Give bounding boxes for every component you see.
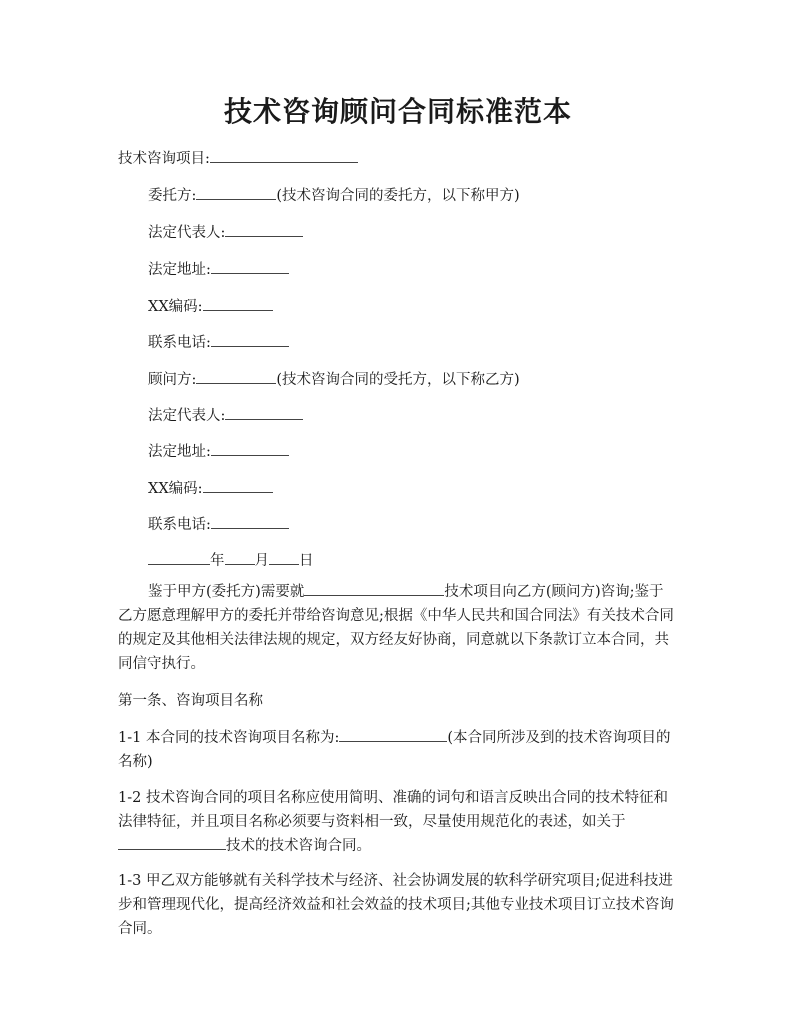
clause-1-1-before: 1-1 本合同的技术咨询项目名称为: bbox=[118, 730, 340, 746]
client-label: 委托方: bbox=[148, 188, 197, 204]
clause-1-2-before: 1-2 技术咨询合同的项目名称应使用简明、准确的词句和语言反映出合同的技术特征和法律特征，并且项目名称必须要与资料相一致，尽量使用规范化的表述，如关于 bbox=[118, 790, 668, 830]
consultant-phone-blank[interactable] bbox=[211, 514, 289, 529]
consultant-blank[interactable] bbox=[196, 369, 276, 384]
clause-1-2 bbox=[118, 786, 678, 858]
project-line bbox=[118, 148, 358, 169]
clause-1-1 bbox=[118, 726, 678, 774]
consultant-code-blank[interactable] bbox=[203, 478, 273, 493]
consultant-address-blank[interactable] bbox=[211, 441, 289, 456]
month-label: 月 bbox=[254, 553, 269, 569]
consultant-phone-line bbox=[148, 514, 289, 535]
day-label: 日 bbox=[299, 553, 314, 569]
consultant-rep-line bbox=[148, 405, 303, 426]
client-phone-blank[interactable] bbox=[211, 332, 289, 347]
preamble-blank[interactable] bbox=[304, 581, 444, 596]
date-line bbox=[148, 550, 314, 571]
client-line bbox=[148, 185, 520, 206]
client-address-line bbox=[148, 259, 289, 280]
project-blank[interactable] bbox=[210, 148, 358, 163]
client-rep-blank[interactable] bbox=[225, 222, 303, 237]
client-blank[interactable] bbox=[196, 185, 276, 200]
page-title: 技术咨询顾问合同标准范本 bbox=[223, 95, 572, 128]
client-phone-label: 联系电话: bbox=[148, 335, 211, 351]
consultant-address-label: 法定地址: bbox=[148, 444, 211, 460]
clause-1-2-blank[interactable] bbox=[118, 835, 226, 850]
consultant-rep-blank[interactable] bbox=[225, 405, 303, 420]
consultant-rep-label: 法定代表人: bbox=[148, 408, 226, 424]
consultant-line bbox=[148, 369, 520, 390]
preamble-after: 技术项目向乙方(顾问方)咨询;鉴于乙方愿意理解甲方的委托并带给咨询意见;根据《中华人民共和国合同法》有关技术合同的规定及其他相关法律法规的规定，双方经友好协商，同意就以下条款订立本合同，共同信守执行。 bbox=[118, 584, 674, 672]
consultant-code-line bbox=[148, 478, 273, 499]
clause-1-1-blank[interactable] bbox=[339, 727, 447, 742]
client-address-label: 法定地址: bbox=[148, 262, 211, 278]
consultant-address-line bbox=[148, 441, 289, 462]
client-code-label: XX编码: bbox=[148, 299, 203, 315]
clause-1-2-after: 技术的技术咨询合同。 bbox=[226, 838, 371, 854]
clause-1-3: 1-3 甲乙双方能够就有关科学技术与经济、社会协调发展的软科学研究项目;促进科技进步和管理现代化，提高经济效益和社会效益的技术项目;其他专业技术项目订立技术咨询合同。 bbox=[118, 873, 674, 937]
client-note: (技术咨询合同的委托方，以下称甲方) bbox=[276, 188, 520, 204]
consultant-note: (技术咨询合同的受托方，以下称乙方) bbox=[276, 372, 520, 388]
client-address-blank[interactable] bbox=[211, 259, 289, 274]
client-rep-label: 法定代表人: bbox=[148, 225, 226, 241]
year-blank[interactable] bbox=[148, 550, 210, 565]
client-rep-line bbox=[148, 222, 303, 243]
preamble-before: 鉴于甲方(委托方)需要就 bbox=[148, 584, 305, 600]
consultant-code-label: XX编码: bbox=[148, 481, 203, 497]
clause-1-1-after: (本合同所涉及到的技术咨询项目的名称) bbox=[118, 730, 671, 770]
client-phone-line bbox=[148, 332, 289, 353]
year-label: 年 bbox=[210, 553, 225, 569]
month-blank[interactable] bbox=[225, 550, 255, 565]
consultant-label: 顾问方: bbox=[148, 372, 197, 388]
client-code-blank[interactable] bbox=[203, 296, 273, 311]
project-label: 技术咨询项目: bbox=[118, 151, 210, 167]
preamble-paragraph bbox=[118, 580, 678, 676]
article1-heading: 第一条、咨询项目名称 bbox=[118, 693, 263, 709]
day-blank[interactable] bbox=[269, 550, 299, 565]
client-code-line bbox=[148, 296, 273, 317]
consultant-phone-label: 联系电话: bbox=[148, 517, 211, 533]
